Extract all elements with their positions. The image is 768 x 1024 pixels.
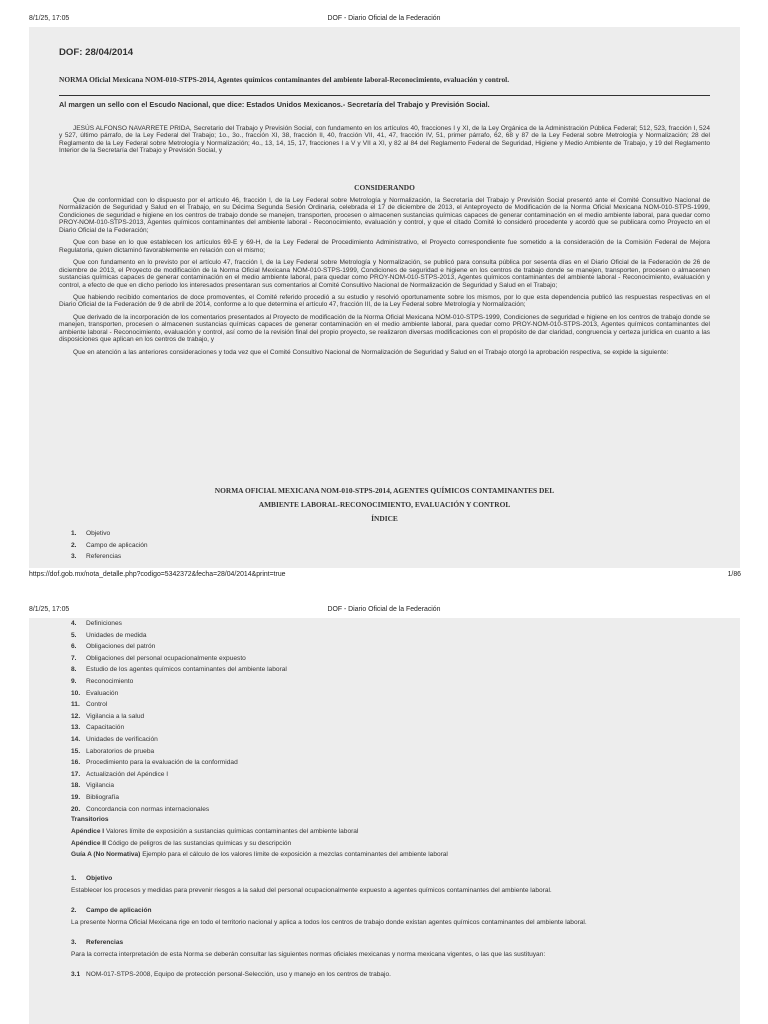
- index-item: 11. Control: [71, 701, 108, 709]
- norma-title: NORMA Oficial Mexicana NOM-010-STPS-2014, Agentes químicos contaminantes del ambiente laboral-Reconocimiento, evaluación y control.: [59, 75, 510, 84]
- index-item: 2. Campo de aplicación: [71, 541, 148, 549]
- index-list-continued: [71, 618, 287, 815]
- margin-note: Al margen un sello con el Escudo Nacional, que dice: Estados Unidos Mexicanos.- Secretaría del Trabajo y Previsión Social.: [59, 100, 490, 109]
- considerando-paragraph: Que de conformidad con lo dispuesto por el artículo 46, fracción I, de la Ley Federal sobre Metrología y Normalización, la Secretaría del Trabajo y Previsión Social presentó ante el Comité Consultivo Nacional de Normalización de Seguridad y Salud en el Trabajo, en su Décima Segunda Sesión Ordinaria, celebrada el 17 de diciembre de 2013, el Anteproyecto de Modificación de la Norma Oficial Mexicana NOM-010-STPS-1999, Condiciones de seguridad e higiene en los centros de trabajo donde se manejen, transporten, procesen o almacenen sustancias químicas capaces de generar contaminación en el medio ambiente laboral, para quedar como PROY-NOM-010-STPS-2013, Agentes químicos contaminantes del ambiente laboral - Reconocimiento, evaluación y control, y que el citado Comité lo consideró procedente y acordó que se publicara como Proyecto en el Diario Oficial de la Federación;: [59, 197, 710, 234]
- transitorios-heading: Transitorios: [71, 816, 109, 823]
- considerando-paragraph: Que habiendo recibido comentarios de doce promoventes, el Comité referido procedió a su estudio y resolvió oportunamente sobre los mismos, por lo que esta dependencia publicó las respuestas respectivas en el Diario Oficial de la Federación de 9 de abril de 2014, conforme a lo que determina el artículo 47, fracción III, de la Ley Federal sobre Metrología y Normalización;: [59, 293, 710, 309]
- apendice-2-text: Código de peligros de las sustancias químicas y su descripción: [107, 840, 292, 847]
- considerando-paragraph: Que derivado de la incorporación de los comentarios presentados al Proyecto de modificación de la Norma Oficial Mexicana NOM-010-STPS-1999, Condiciones de seguridad e higiene en los centros de trabajo donde se manejen, transporten, procesen o almacenen sustancias químicas capaces de generar contaminación en el medio ambiente laboral, para quedar como PROY-NOM-010-STPS-2013, Agentes químicos contaminantes del ambiente laboral - Reconocimiento, evaluación y control, así como de la revisión final del propio proyecto, se realizaron diversas modificaciones con el propósito de dar claridad, congruencia y certeza jurídica en cuanto a las disposiciones que aplican en los centros de trabajo, y: [59, 313, 710, 344]
- index-item: 19. Bibliografía: [71, 793, 119, 801]
- guia-a-text: Ejemplo para el cálculo de los valores límite de exposición a mezclas contaminantes del ambiente laboral: [142, 851, 448, 858]
- index-item: 12. Vigilancia a la salud: [71, 712, 145, 720]
- considerando-paragraph: Que con fundamento en lo previsto por el artículo 47, fracción I, de la Ley Federal sobre Metrología y Normalización, se publicó para consulta pública por sesenta días en el Diario Oficial de la Federación de 26 de diciembre de 2013, el Proyecto de modificación de la Norma Oficial Mexicana NOM-010-STPS-1999, Condiciones de seguridad e higiene en los centros de trabajo donde se manejen, transporten, procesen o almacenen sustancias químicas capaces de generar contaminación en el medio ambiente laboral, para quedar como PROY-NOM-010-STPS-2013, Agentes químicos contaminantes del ambiente laboral - Reconocimiento, evaluación y control, a efecto de que en dicho periodo los interesados presentaran sus comentarios al Comité Consultivo Nacional de Normalización de Seguridad y Salud en el Trabajo;: [59, 259, 710, 289]
- section-2-text: La presente Norma Oficial Mexicana rige en todo el territorio nacional y aplica a todos los centros de trabajo donde existan agentes químicos contaminantes del ambiente laboral.: [71, 919, 587, 926]
- index-item: 10. Evaluación: [71, 689, 119, 697]
- index-item: 3. Referencias: [71, 553, 122, 561]
- page-number: 1/86: [727, 571, 741, 578]
- index-item: 15. Laboratorios de prueba: [71, 747, 155, 755]
- section-3-1: 3.1 NOM-017-STPS-2008, Equipo de protección personal-Selección, uso y manejo en los centros de trabajo.: [71, 971, 391, 978]
- index-item: 17. Actualización del Apéndice I: [71, 770, 169, 778]
- intro-text: JESÚS ALFONSO NAVARRETE PRIDA, Secretario del Trabajo y Previsión Social, con fundamento en los artículos 40, fracciones I y XI, de la Ley Orgánica de la Administración Pública Federal; 512, 523, fracción I, 524 y 527, último párrafo, de la Ley Federal del Trabajo; 1o., 3o., fracción XI, 38, fracción II, 40, fracción VII, 41, 47, fracción IV, 51, primer párrafo, 62, 68 y 87 de la Ley Federal sobre Metrología y Normalización; 28 del Reglamento de la Ley Federal sobre Metrología y Normalización; 4o., 13, 14, 15, 17, fracciones I a V y VII a XI, y 82 al 84 del Reglamento Federal de Seguridad, Higiene y Medio Ambiente de Trabajo, y 19 del Reglamento Interior de la Secretaría del Trabajo y Previsión Social, y: [59, 125, 710, 155]
- index-item: 7. Obligaciones del personal ocupacionalmente expuesto: [71, 654, 246, 662]
- section-3-text: Para la correcta interpretación de esta Norma se deberán consultar las siguientes normas oficiales mexicanas y norma mexicana vigentes, o las que las sustituyan:: [71, 951, 546, 958]
- section-1-heading: 1. Objetivo: [71, 875, 113, 882]
- index-item: 20. Concordancia con normas internacionales: [71, 805, 210, 813]
- title-divider: [59, 95, 710, 96]
- guia-a-label: Guía A (No Normativa): [71, 851, 141, 858]
- site-title: DOF - Diario Oficial de la Federación: [327, 15, 441, 22]
- index-item: 1. Objetivo: [71, 530, 111, 537]
- norma-heading-line1: NORMA OFICIAL MEXICANA NOM-010-STPS-2014, AGENTES QUÍMICOS CONTAMINANTES DEL: [214, 486, 555, 495]
- page-url[interactable]: https://dof.gob.mx/nota_detalle.php?codigo=5342372&fecha=28/04/2014&print=true: [29, 571, 286, 578]
- index-item: 13. Capacitación: [71, 724, 125, 732]
- considerando-paragraph: Que con base en lo que establecen los artículos 69-E y 69-H, de la Ley Federal de Procedimiento Administrativo, el Proyecto correspondiente fue sometido a la consideración de la Comisión Federal de Mejora Regulatoria, quien dictaminó favorablemente en relación con el mismo;: [59, 239, 710, 254]
- page-header: [0, 604, 768, 618]
- print-datetime: 8/1/25, 17:05: [29, 606, 70, 613]
- intro-paragraph: [59, 125, 710, 160]
- guia-a-entry: [71, 851, 699, 859]
- apendice-2-entry: [71, 840, 699, 847]
- indice-title: ÍNDICE: [371, 514, 398, 523]
- apendice-2-label: Apéndice II: [71, 840, 106, 847]
- index-item: 9. Reconocimiento: [71, 677, 134, 685]
- considerando-paragraph: Que en atención a las anteriores consideraciones y toda vez que el Comité Consultivo Nacional de Normalización de Seguridad y Salud en el Trabajo otorgó la aprobación respectiva, se expide la siguiente:: [73, 348, 669, 356]
- section-2-heading: 2. Campo de aplicación: [71, 907, 152, 914]
- considerando-title: CONSIDERANDO: [354, 183, 415, 192]
- print-datetime: 8/1/25, 17:05: [29, 15, 70, 22]
- publication-date: DOF: 28/04/2014: [59, 47, 134, 58]
- index-item: 5. Unidades de medida: [71, 631, 147, 639]
- document-panel: [29, 27, 740, 568]
- index-list: [71, 528, 148, 563]
- index-item: 4. Definiciones: [71, 620, 122, 627]
- apendice-1-text: Valores límite de exposición a sustancias químicas contaminantes del ambiente laboral: [105, 828, 359, 835]
- apendice-1-entry: [71, 828, 699, 835]
- considerando-body: [59, 197, 710, 361]
- index-item: 16. Procedimiento para la evaluación de la conformidad: [71, 759, 238, 767]
- index-item: 6. Obligaciones del patrón: [71, 643, 156, 651]
- index-item: 8. Estudio de los agentes químicos contaminantes del ambiente laboral: [71, 666, 287, 674]
- document-panel: [29, 618, 740, 1024]
- site-title: DOF - Diario Oficial de la Federación: [327, 606, 441, 613]
- section-3-heading: 3. Referencias: [71, 939, 124, 946]
- index-item: 14. Unidades de verificación: [71, 735, 158, 743]
- index-item: 18. Vigilancia: [71, 782, 115, 790]
- apendice-1-label: Apéndice I: [71, 828, 105, 835]
- norma-heading-line2: AMBIENTE LABORAL-RECONOCIMIENTO, EVALUACIÓN Y CONTROL: [258, 500, 511, 509]
- section-1-text: Establecer los procesos y medidas para prevenir riesgos a la salud del personal ocupacionalmente expuesto a agentes químicos contaminantes del ambiente laboral.: [71, 887, 552, 894]
- page-header: [0, 13, 768, 27]
